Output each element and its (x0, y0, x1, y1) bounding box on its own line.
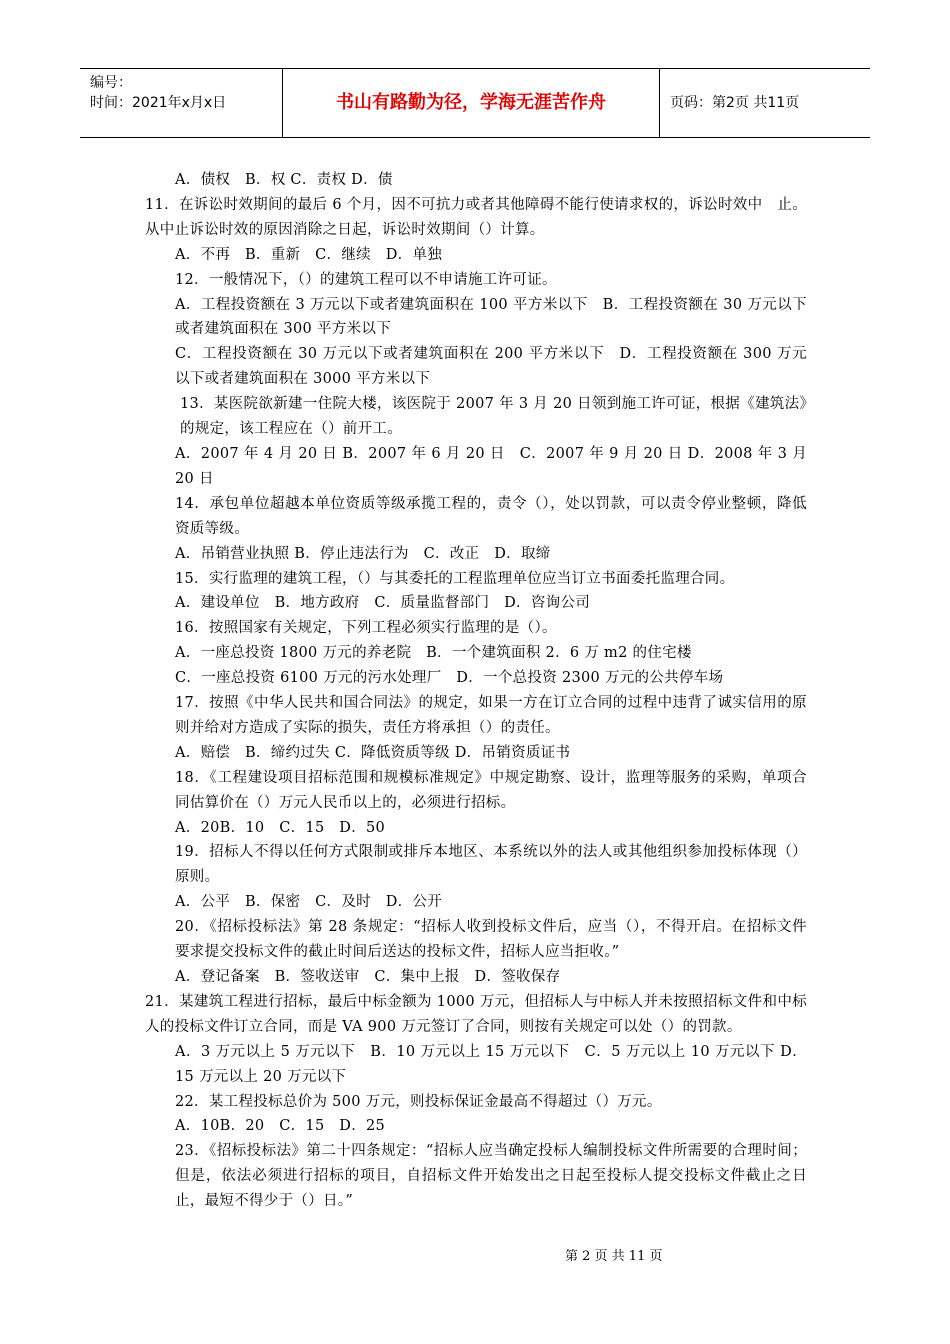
header-meta-cell (80, 69, 283, 137)
question-18: 18．《工程建设项目招标范围和规模标准规定》中规定勘察、设计，监理等服务的采购，单项合同估算价在（）万元人民币以上的，必须进行招标。 (175, 769, 807, 811)
answer-options: A．10B．20 C．15 D．25 (175, 1118, 386, 1135)
question-13: 13．某医院欲新建一住院大楼，该医院于 2007 年 3 月 20 日领到施工许可证，根据《建筑法》的规定，该工程应在（）前开工。 (180, 396, 807, 438)
question-11: 11．在诉讼时效期间的最后 6 个月，因不可抗力或者其他障碍不能行使请求权的，诉讼时效中 止。从中止诉讼时效的原因消除之日起，诉讼时效期间（）计算。 (145, 196, 807, 238)
header-motto-cell (283, 69, 660, 137)
document-number-label: 编号： (90, 75, 132, 91)
answer-options: C．工程投资额在 30 万元以下或者建筑面积在 200 平方米以下 D．工程投资额在 300 万元以下或者建筑面积在 3000 平方米以下 (175, 346, 807, 388)
page-header (80, 68, 870, 138)
question-17: 17．按照《中华人民共和国合同法》的规定，如果一方在订立合同的过程中违背了诚实信用的原则并给对方造成了实际的损失，责任方将承担（）的责任。 (175, 695, 807, 736)
answer-options: A．赔偿 B．缔约过失 C．降低资质等级 D．吊销资质证书 (175, 744, 571, 761)
answer-options: A．不再 B．重新 C．继续 D．单独 (175, 246, 443, 263)
answer-options: A．吊销营业执照 B．停止违法行为 C．改正 D．取缔 (175, 545, 551, 562)
header-page-info: 页码：第2页 共11页 (670, 95, 800, 111)
answer-options: A．登记备案 B．签收送审 C．集中上报 D．签收保存 (175, 969, 561, 985)
question-20: 20．《招标投标法》第 28 条规定：“招标人收到投标文件后，应当（），不得开启。在招标文件要求提交投标文件的截止时间后送达的投标文件，招标人应当拒收。” (175, 919, 807, 961)
answer-options: A．一座总投资 1800 万元的养老院 B．一个建筑面积 2．6 万 m2 的住宅楼 (175, 645, 692, 662)
answer-options: A．工程投资额在 3 万元以下或者建筑面积在 100 平方米以下 B．工程投资额在 30 万元以下或者建筑面积在 300 平方米以下 (175, 296, 807, 338)
page-footer: 第 2 页 共 11 页 (565, 1249, 663, 1264)
answer-options: A．20B．10 C．15 D．50 (175, 819, 386, 836)
question-19: 19．招标人不得以任何方式限制或排斥本地区、本系统以外的法人或其他组织参加投标体现（）原则。 (175, 844, 807, 886)
header-motto: 书山有路勤为径，学海无涯苦作舟 (336, 92, 606, 113)
question-14: 14．承包单位超越本单位资质等级承揽工程的，责令（），处以罚款，可以责令停业整顿，降低资质等级。 (175, 495, 807, 537)
question-16: 16．按照国家有关规定，下列工程必须实行监理的是（）。 (175, 620, 557, 637)
answer-options: C．一座总投资 6100 万元的污水处理厂 D．一个总投资 2300 万元的公共停车场 (175, 670, 724, 687)
question-23: 23．《招标投标法》第二十四条规定：“招标人应当确定投标人编制投标文件所需要的合理时间；但是，依法必须进行招标的项目，自招标文件开始发出之日起至投标人提交投标文件截止之日止，最短不得少于（）日。” (175, 1143, 807, 1210)
question-list (145, 168, 807, 1214)
document-date-label: 时间：2021年x月x日 (90, 95, 227, 111)
question-22: 22．某工程投标总价为 500 万元，则投标保证金最高不得超过（）万元。 (175, 1093, 662, 1110)
answer-options: A．2007 年 4 月 20 日 B．2007 年 6 月 20 日 C．2007 年 9 月 20 日 D．2008 年 3 月 20 日 (175, 445, 807, 487)
answer-options: A．建设单位 B．地方政府 C．质量监督部门 D．咨询公司 (175, 595, 591, 612)
answer-options: A．债权 B．权 C．责权 D．债 (175, 172, 393, 188)
answer-options: A．公平 B．保密 C．及时 D．公开 (175, 894, 443, 911)
header-page-cell (660, 69, 870, 137)
question-21: 21．某建筑工程进行招标，最后中标金额为 1000 万元，但招标人与中标人并未按照招标文件和中标人的投标文件订立合同，而是 VA 900 万元签订了合同，则按有关规定可以处（）的罚款。 (145, 993, 807, 1035)
answer-options: A．3 万元以上 5 万元以下 B．10 万元以上 15 万元以下 C．5 万元以上 10 万元以下 D．15 万元以上 20 万元以下 (175, 1043, 807, 1085)
question-15: 15．实行监理的建筑工程，（）与其委托的工程监理单位应当订立书面委托监理合同。 (175, 570, 735, 587)
question-12: 12．一般情况下，（）的建筑工程可以不申请施工许可证。 (175, 271, 557, 288)
